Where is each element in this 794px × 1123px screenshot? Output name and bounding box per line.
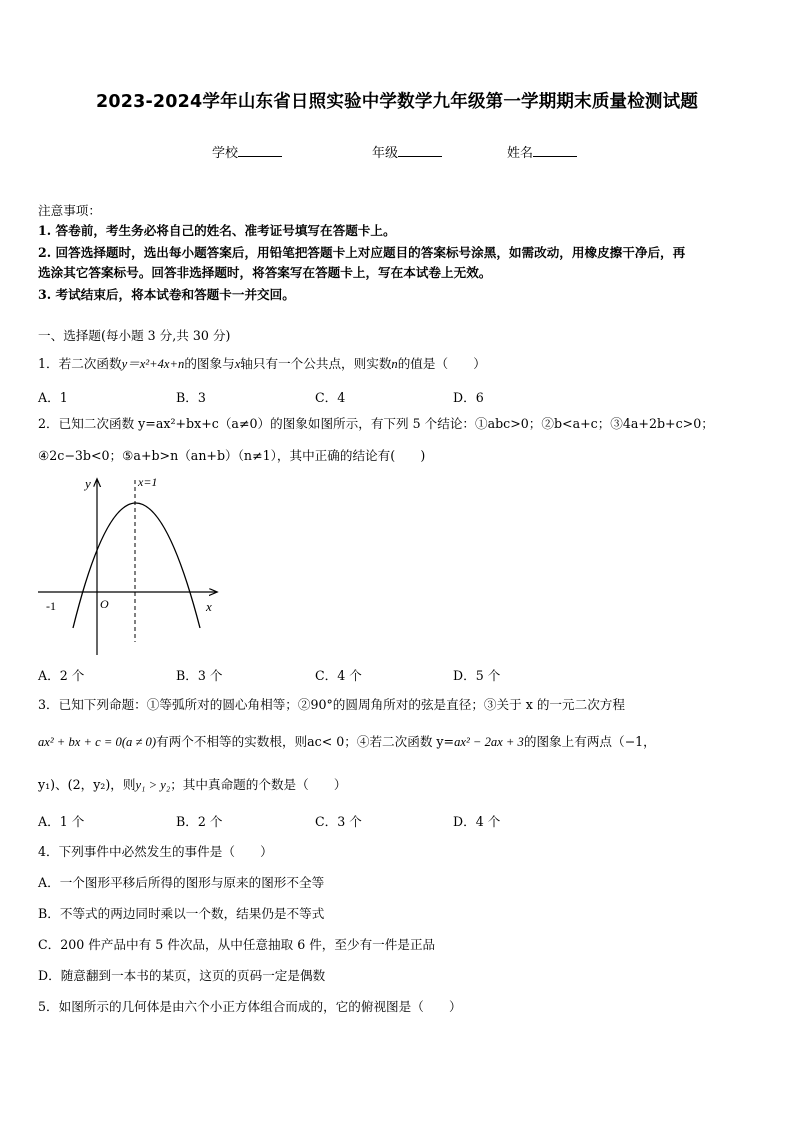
- q1-option-a: A．1: [38, 390, 68, 405]
- q3-line2-end: 的图象上有两点（−1，: [523, 734, 656, 749]
- name-blank: [533, 144, 577, 157]
- page-title: 2023-2024学年山东省日照实验中学数学九年级第一学期期末质量检测试题: [95, 92, 699, 112]
- q1-option-b: B．3: [176, 390, 206, 405]
- grade-blank: [398, 144, 442, 157]
- q3-line3-a: y₁)、(2，y₂)，则: [38, 777, 136, 792]
- notice-item-1: 1. 答卷前，考生务必将自己的姓名、准考证号填写在答题卡上。: [38, 223, 396, 238]
- name-label: 姓名: [507, 146, 534, 161]
- school-blank: [238, 144, 282, 157]
- q3-option-a: A．1 个: [38, 814, 85, 829]
- q1-function: y＝x²+4x+n: [121, 357, 185, 371]
- q3-option-b: B．2 个: [176, 814, 223, 829]
- q1-option-d: D．6: [453, 390, 484, 405]
- q1-suffix: 的值是（ ）: [397, 356, 486, 371]
- parabola-curve: [73, 503, 200, 628]
- question-5: 5．如图所示的几何体是由六个小正方体组合而成的，它的俯视图是（ ）: [38, 999, 462, 1014]
- notice-item-3: 3. 考试结束后，将本试卷和答题卡一并交回。: [38, 287, 295, 302]
- question-4: 4．下列事件中必然发生的事件是（ ）: [38, 844, 273, 859]
- notice-item-2b: 选涂其它答案标号。回答非选择题时，将答案写在答题卡上，写在本试卷上无效。: [38, 265, 492, 280]
- q2-option-d: D．5 个: [453, 668, 501, 683]
- x-axis-label: x: [206, 599, 212, 614]
- name-field: [507, 142, 577, 161]
- q3-line2-mid: 有两个不相等的实数根，则ac< 0；④若二次函数 y=: [156, 734, 455, 749]
- q3-function: ax² − 2ax + 3: [454, 735, 524, 749]
- question-3-line-2: [38, 732, 656, 752]
- question-2-line-1: 2．已知二次函数 y=ax²+bx+c（a≠0）的图象如图所示，有下列 5 个结论：①abc>0；②b<a+c；③4a+2b+c>0；: [38, 416, 714, 431]
- grade-label: 年级: [372, 146, 399, 161]
- q4-option-c: C．200 件产品中有 5 件次品，从中任意抽取 6 件，至少有一件是正品: [38, 937, 436, 952]
- q1-n-var: n: [391, 357, 398, 371]
- question-3-line-3: [38, 775, 347, 795]
- origin-label: O: [100, 597, 109, 611]
- q3-line3-b: ；其中真命题的个数是（ ）: [170, 777, 347, 792]
- y-axis-label: y: [85, 476, 91, 491]
- question-3-line-1: 3．已知下列命题：①等弧所对的圆心角相等；②90°的圆周角所对的弦是直径；③关于 x 的一元二次方程: [38, 697, 625, 712]
- parabola-graph: [30, 470, 230, 660]
- q1-mid2: 轴只有一个公共点，则实数: [240, 356, 392, 371]
- q1-option-c: C．4: [315, 390, 346, 405]
- school-label: 学校: [212, 146, 239, 161]
- symmetry-axis-label: x=1: [138, 475, 158, 489]
- grade-field: [372, 142, 442, 161]
- question-1: [38, 354, 486, 374]
- neg-one-label: -1: [46, 599, 56, 613]
- q4-option-a: A．一个图形平移后所得的图形与原来的图形不全等: [38, 875, 325, 890]
- q1-prefix: 1．若二次函数: [38, 356, 122, 371]
- q2-option-c: C．4 个: [315, 668, 362, 683]
- q4-option-b: B．不等式的两边同时乘以一个数，结果仍是不等式: [38, 906, 325, 921]
- q3-inequality: y₁ > y₂: [135, 778, 171, 792]
- notice-item-2a: 2. 回答选择题时，选出每小题答案后，用铅笔把答题卡上对应题目的答案标号涂黑，如需改动，用橡皮擦干净后，再: [38, 245, 686, 260]
- q2-option-a: A．2 个: [38, 668, 85, 683]
- notice-heading: 注意事项：: [38, 203, 101, 218]
- q3-option-c: C．3 个: [315, 814, 362, 829]
- question-2-line-2: ④2c−3b<0；⑤a+b>n（an+b）（n≠1），其中正确的结论有( ): [38, 448, 426, 463]
- q3-option-d: D．4 个: [453, 814, 501, 829]
- section-heading: 一、选择题(每小题 3 分,共 30 分): [38, 328, 231, 343]
- q4-option-d: D．随意翻到一本书的某页，这页的页码一定是偶数: [38, 968, 326, 983]
- school-field: [212, 142, 282, 161]
- q3-equation: ax² + bx + c = 0(a ≠ 0): [38, 735, 157, 749]
- q1-x-var: x: [234, 357, 241, 371]
- q2-option-b: B．3 个: [176, 668, 223, 683]
- q1-mid: 的图象与: [184, 356, 235, 371]
